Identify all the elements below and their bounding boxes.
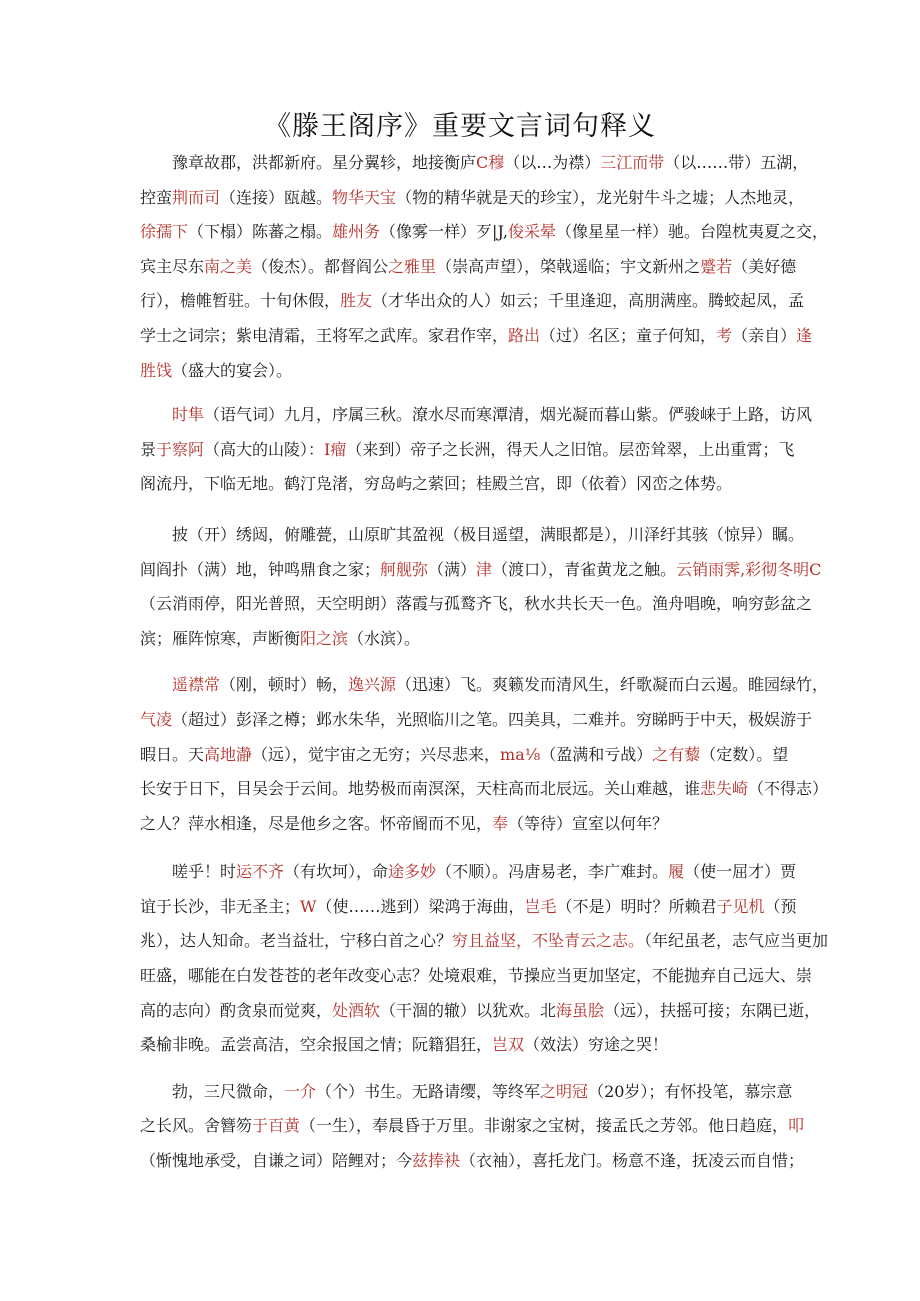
highlighted-phrase: 海虽脍 [556,1000,605,1020]
text-segment: （20岁）；有怀投笔，慕宗意 [588,1081,793,1101]
text-segment: 行），檐帷暂驻。十旬休假， [140,291,341,311]
text-segment: （远），觉宇宙之无穷；兴尽悲来， [252,744,501,764]
text-line [140,250,797,285]
text-line [140,924,829,959]
highlighted-phrase: 高地瀞 [204,744,253,764]
highlighted-phrase: 叩 [788,1116,805,1136]
text-segment: 谊于长沙，非无圣主； [140,896,301,916]
highlighted-phrase: 徐孺下 [140,222,189,242]
text-line [140,467,790,502]
text-segment: （有坎坷），命 [284,862,389,882]
text-line [140,703,813,738]
text-segment: （一生），奉晨昏于万里。非谢家之宝树，接孟氏之芳邻。他日趋庭， [300,1116,789,1136]
highlighted-phrase: 处酒软 [332,1000,381,1020]
highlighted-phrase: 穷且益坚，不坠青云之志。 [452,931,645,951]
highlighted-phrase: 之雅里 [388,256,437,276]
highlighted-phrase: 阳之滨 [300,628,349,648]
paragraph-gap [140,1063,790,1075]
highlighted-phrase: 于百黄 [252,1116,301,1136]
highlighted-phrase: 胜友 [340,291,373,311]
highlighted-phrase: 雄州务 [332,222,381,242]
text-segment: 阁流丹，下临无地。鹤汀凫渚，穷岛屿之萦回；桂殿兰宫，即（依着）冈峦之体势。 [140,474,733,494]
text-segment: （衣袖），喜托龙门。杨意不逢，抚凌云而自惜； [460,1151,805,1171]
highlighted-phrase: 于察阿 [156,439,205,459]
text-line [140,587,813,622]
paragraph-gap [140,388,790,398]
text-segment: （以……带）五湖， [664,153,809,172]
highlighted-phrase: 运不齐 [236,862,285,882]
text-segment: （等待）宣室以何年？ [508,813,669,833]
text-line [140,994,821,1029]
text-line [140,1144,805,1179]
text-segment: 宾主尽东 [140,256,205,276]
highlighted-phrase: 时隼 [172,405,205,425]
text-line [140,398,813,433]
paragraph [140,668,829,841]
page-title: 《滕王阁序》重要文言词句释义 [264,111,656,142]
text-segment: （渡口），青雀黄龙之触。 [492,559,677,579]
text-line [140,1075,793,1110]
text-segment: （过）名区；童子何知， [540,325,717,345]
paragraph-gap [140,841,790,855]
text-line [140,181,805,216]
text-segment: （崇高声望），棨戟遥临；宇文新州之 [436,256,701,276]
highlighted-phrase: 舸舰弥 [380,559,429,579]
text-segment: （语气词）九月，序属三秋。潦水尽而寒潭清，烟光凝而暮山紫。俨骏崃于上路，访风 [204,405,813,425]
highlighted-phrase: 胜饯 [140,360,173,380]
text-segment: 桑榆非晚。孟尝高洁，空余报国之情；阮籍猖狂， [140,1035,493,1055]
text-line [140,553,822,588]
text-line [140,890,797,925]
highlighted-phrase: 蹙若 [700,256,733,276]
highlighted-phrase: 逢 [796,325,813,345]
highlighted-phrase: 之明冠 [540,1081,589,1101]
text-segment: （才华出众的人）如云；千里逢迎，高朋满座。腾蛟起凤，孟 [372,291,805,311]
text-segment: 之长风。舍簪笏 [140,1116,253,1136]
text-segment: （不顺）。冯唐易老，李广难封。 [436,862,669,882]
text-segment: 长安于日下，目吴会于云间。地势极而南溟深，天柱高而北辰远。关山难越，谁 [140,779,701,799]
text-segment: 兆），达人知命。老当益壮，宁移白首之心？ [140,931,453,951]
text-segment: （美好德 [732,256,797,276]
text-segment: （物的精华就是天的珍宝），龙光射牛斗之墟；人杰地灵， [396,187,805,207]
highlighted-phrase: 南之美 [204,256,253,276]
text-segment: （像星星一样）驰。台隍枕夷夏之交， [556,222,829,242]
highlighted-phrase: 悲失崎 [700,779,749,799]
text-segment: 控蛮 [140,187,173,207]
highlighted-phrase: W [300,896,317,916]
text-segment: （不得志） [748,779,829,799]
text-line [140,433,795,468]
text-segment: （云消雨停，阳光普照，天空明朗）落霞与孤鹜齐飞，秋水共长天一色。渔舟唱晚，响穷彭盆之 [140,594,813,614]
text-segment: （干涸的辙）以犹欢。北 [380,1000,557,1020]
highlighted-phrase: 荆而司 [172,187,221,207]
highlighted-phrase: 岂双 [492,1035,525,1055]
text-segment: 豫章故郡，洪都新府。星分翼轸，地接衡庐 [172,153,477,172]
text-segment: 滨；雁阵惊寒，声断衡 [140,628,301,648]
text-segment: （预 [764,896,797,916]
text-segment: （水滨）。 [348,628,421,648]
highlighted-phrase: 三江而带 [600,153,665,172]
highlighted-phrase: 考 [716,325,733,345]
highlighted-phrase: 奉 [492,813,509,833]
highlighted-phrase: 遥襟常 [172,675,221,695]
text-segment: （迅速）飞。爽籁发而清风生，纤歌凝而白云遏。睢园绿竹， [396,675,829,695]
text-segment: （定数）。望 [700,744,789,764]
text-segment: （个）书生。无路请缨，等终军 [316,1081,541,1101]
text-line [140,518,805,553]
text-line [140,1109,805,1144]
paragraph [140,518,822,656]
text-segment: （刚，顿时）畅， [220,675,349,695]
highlighted-phrase: 途多妙 [388,862,437,882]
text-segment: （远），扶摇可接；东隅已逝， [604,1000,821,1020]
highlighted-phrase: 子见机 [716,896,765,916]
text-segment: （连接）瓯越。 [220,187,333,207]
text-segment: （下榻）陈蕃之榻。 [188,222,333,242]
text-segment: 旺盛，哪能在白发苍苍的老年改变心志？处境艰难，节操应当更加坚定，不能抛弃自己远大、崇 [140,966,813,986]
text-segment: 披（开）绣闼，俯雕甍，山原旷其盈视（极目遥望，满眼都是），川泽纡其骇（惊异）瞩。 [172,524,805,544]
highlighted-phrase: 履 [668,862,685,882]
highlighted-phrase: 之有藜 [652,744,701,764]
highlighted-phrase: 气凌 [140,709,173,729]
highlighted-phrase: 一介 [284,1081,317,1101]
text-segment: （使……逃到）梁鸿于海曲， [316,896,525,916]
paragraph-gap [140,502,790,518]
text-segment: （效法）穷途之哭！ [524,1035,669,1055]
highlighted-phrase: 俊采晕 [508,222,557,242]
text-line [140,354,790,389]
text-line [140,855,797,890]
highlighted-phrase: 路出 [508,325,541,345]
highlighted-phrase: ma⅛ [500,744,541,764]
text-segment: （不是）明时？所赖君 [556,896,717,916]
text-segment: 闾阎扑（满）地，钟鸣鼎食之家； [140,559,381,579]
text-line [140,146,809,181]
text-segment: （来到）帝子之长洲，得天人之旧馆。层峦耸翠，上出重霄；飞 [346,439,795,459]
text-segment: 勃，三尺微命， [172,1081,285,1101]
text-segment: （盈满和亏战） [540,744,653,764]
highlighted-phrase: 云销雨霁,彩彻冬明C [676,559,822,579]
paragraph [140,1075,805,1179]
text-segment: （亲自） [732,325,797,345]
text-segment: （超过）彭泽之樽；邺水朱华，光照临川之笔。四美具，二难并。穷睇眄于中天，极娱游于 [172,709,813,729]
highlighted-phrase: 岂毛 [524,896,557,916]
text-segment: 暇日。天 [140,744,205,764]
text-segment: （像雾一样）歹|J, [380,222,509,242]
paragraph-gap [140,656,790,668]
text-segment: 景 [140,439,157,459]
text-segment: （使一屈才）贾 [684,862,797,882]
text-line [140,1028,790,1063]
text-line [140,807,790,842]
text-line [140,668,829,703]
text-segment: （以…为襟） [504,153,601,172]
highlighted-phrase: 津 [476,559,493,579]
highlighted-phrase: 兹捧袂 [412,1151,461,1171]
paragraph [140,855,829,1063]
text-segment: （俊杰）。都督阎公 [252,256,389,276]
text-line [140,772,829,807]
text-segment: （盛大的宴会）。 [172,360,293,380]
text-segment: 之人？萍水相逢，尽是他乡之客。怀帝阍而不见， [140,813,493,833]
highlighted-phrase: 逸兴源 [348,675,397,695]
document-body [140,146,829,1179]
text-segment: （满） [428,559,477,579]
highlighted-phrase: C穆 [476,153,505,172]
paragraph [140,398,813,502]
text-line [140,284,805,319]
text-segment: 高的志向）酌贪泉而觉爽， [140,1000,333,1020]
text-segment: 嗟乎！时 [172,862,237,882]
text-line [140,215,829,250]
text-line [140,738,790,773]
text-line [140,319,813,354]
text-line [140,622,790,657]
paragraph [140,146,829,388]
text-segment: 学士之词宗；紫电清霜，王将军之武库。家君作宰， [140,325,509,345]
text-segment: （高大的山陵）： [204,439,325,459]
highlighted-phrase: 物华天宝 [332,187,397,207]
highlighted-phrase: I瘤 [324,439,347,459]
text-line [140,959,813,994]
text-segment: （年纪虽老，志气应当更加 [644,931,829,951]
text-segment: （惭愧地承受，自谦之词）陪鲤对；今 [140,1151,413,1171]
